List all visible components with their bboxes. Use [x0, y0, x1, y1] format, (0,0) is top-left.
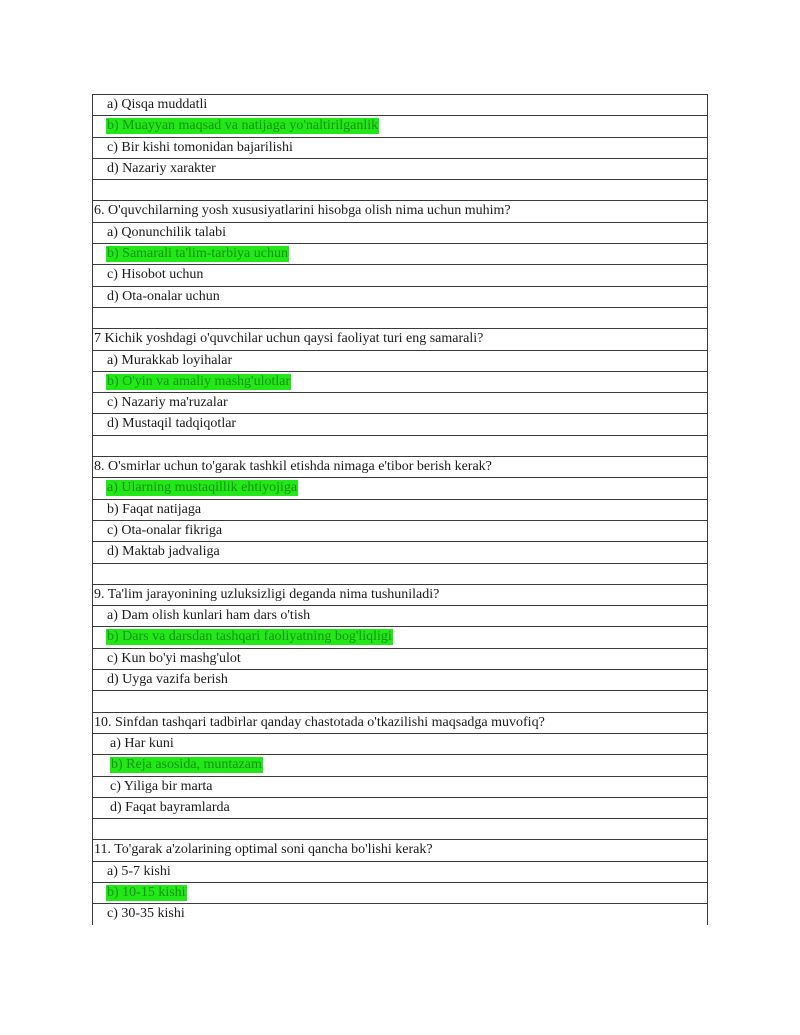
- answer-option: [92, 520, 708, 541]
- question-text: 8. O'smirlar uchun to'garak tashkil etishda nimaga e'tibor berish kerak?: [94, 459, 492, 475]
- answer-option: [92, 222, 708, 243]
- answer-option-text: d) Maktab jadvaliga: [107, 544, 220, 560]
- answer-option-text: a) Murakkab loyihalar: [107, 352, 233, 368]
- question-row: [92, 839, 708, 860]
- answer-option-correct: [92, 115, 708, 136]
- answer-option-wrap: [93, 862, 171, 882]
- answer-option-correct: [92, 626, 708, 647]
- answer-option-wrap: [93, 351, 232, 371]
- question-text: 9. Ta'lim jarayonining uzluksizligi deganda nima tushuniladi?: [94, 586, 440, 602]
- question-row: [92, 328, 708, 349]
- answer-option-wrap: [93, 393, 228, 413]
- question-row: [92, 712, 708, 733]
- answer-option-correct: [92, 243, 708, 264]
- answer-option-text: c) 30-35 kishi: [107, 906, 185, 922]
- answer-option: [92, 413, 708, 434]
- answer-option-wrap: [93, 478, 298, 498]
- correct-answer-highlight: b) 10-15 kishi: [107, 884, 186, 900]
- answer-option-correct: [92, 371, 708, 392]
- spacer-row: [92, 307, 708, 328]
- answer-option-wrap: [93, 95, 207, 115]
- answer-option-wrap: [93, 521, 222, 541]
- answer-option-wrap: [93, 627, 393, 647]
- answer-option-wrap: [93, 414, 236, 434]
- answer-option-wrap: [93, 265, 203, 285]
- question-text: 6. O'quvchilarning yosh xususiyatlarini hisobga olish nima uchun muhim?: [94, 203, 511, 219]
- answer-option-text: b) Faqat natijaga: [107, 501, 202, 517]
- answer-option-wrap: [93, 649, 241, 669]
- answer-option-text: d) Mustaqil tadqiqotlar: [107, 416, 237, 432]
- answer-option: [92, 648, 708, 669]
- answer-option-text: d) Uyga vazifa berish: [107, 672, 228, 688]
- answer-option: [92, 137, 708, 158]
- correct-answer-highlight: b) Muayyan maqsad va natijaga yo'naltirilganlik: [107, 118, 379, 134]
- answer-option-text: c) Nazariy ma'ruzalar: [107, 395, 228, 411]
- answer-option: [92, 499, 708, 520]
- answer-option-correct: [92, 477, 708, 498]
- answer-option-text: d) Ota-onalar uchun: [107, 288, 220, 304]
- answer-option-wrap: [93, 244, 289, 264]
- answer-option-wrap: [93, 372, 291, 392]
- answer-option-wrap: [93, 670, 228, 690]
- answer-option-text: c) Yiliga bir marta: [110, 778, 213, 794]
- answer-option: [92, 861, 708, 882]
- answer-option-text: d) Nazariy xarakter: [107, 160, 216, 176]
- answer-option-text: a) Qisqa muddatli: [107, 97, 208, 112]
- answer-option: [92, 541, 708, 562]
- correct-answer-highlight: b) Reja asosida, muntazam: [111, 757, 262, 773]
- answer-option: [92, 158, 708, 179]
- correct-answer-highlight: a) Ularning mustaqillik ehtiyojiga: [107, 480, 298, 496]
- answer-option-text: a) 5-7 kishi: [107, 863, 171, 879]
- answer-option-text: d) Faqat bayramlarda: [110, 799, 230, 815]
- question-text: 11. To'garak a'zolarining optimal soni qancha bo'lishi kerak?: [94, 842, 433, 858]
- answer-option: [92, 605, 708, 626]
- answer-option-wrap: [93, 542, 220, 562]
- spacer-row: [92, 818, 708, 839]
- spacer-row: [92, 435, 708, 456]
- answer-option: [92, 392, 708, 413]
- answer-option-text: a) Dam olish kunlari ham dars o'tish: [107, 608, 311, 624]
- spacer-row: [92, 563, 708, 584]
- answer-option-wrap: [93, 223, 226, 243]
- answer-option-text: c) Hisobot uchun: [107, 267, 204, 283]
- answer-option: [92, 669, 708, 690]
- correct-answer-highlight: b) Samarali ta'lim-tarbiya uchun: [107, 246, 288, 262]
- answer-option: [92, 903, 708, 924]
- spacer-row: [92, 179, 708, 200]
- question-row: [92, 200, 708, 221]
- question-row: [92, 584, 708, 605]
- answer-option-wrap: [93, 777, 213, 797]
- answer-option-wrap: [93, 883, 187, 903]
- quiz-table: [92, 94, 708, 925]
- answer-option-wrap: [93, 904, 185, 924]
- answer-option: [92, 264, 708, 285]
- question-text: 7 Kichik yoshdagi o'quvchilar uchun qaysi faoliyat turi eng samarali?: [94, 331, 484, 347]
- answer-option: [92, 350, 708, 371]
- answer-option: [92, 776, 708, 797]
- answer-option-correct: [92, 882, 708, 903]
- answer-option: [92, 286, 708, 307]
- answer-option-wrap: [93, 500, 201, 520]
- answer-option-wrap: [93, 116, 379, 136]
- answer-option-text: c) Bir kishi tomonidan bajarilishi: [107, 139, 293, 155]
- answer-option: [92, 733, 708, 754]
- answer-option: [92, 94, 708, 115]
- answer-option-wrap: [93, 755, 263, 775]
- answer-option-text: c) Kun bo'yi mashg'ulot: [107, 650, 241, 666]
- answer-option-wrap: [93, 798, 230, 818]
- answer-option-correct: [92, 754, 708, 775]
- answer-option-wrap: [93, 138, 293, 158]
- correct-answer-highlight: b) O'yin va amaliy mashg'ulotlar: [107, 373, 291, 389]
- answer-option-text: c) Ota-onalar fikriga: [107, 522, 223, 538]
- answer-option-wrap: [93, 606, 310, 626]
- answer-option-text: a) Qonunchilik talabi: [107, 224, 226, 240]
- answer-option-wrap: [93, 159, 216, 179]
- answer-option-wrap: [93, 734, 174, 754]
- answer-option: [92, 797, 708, 818]
- question-row: [92, 456, 708, 477]
- question-text: 10. Sinfdan tashqari tadbirlar qanday chastotada o'tkazilishi maqsadga muvofiq?: [94, 714, 545, 730]
- answer-option-wrap: [93, 287, 220, 307]
- spacer-row: [92, 690, 708, 711]
- correct-answer-highlight: b) Dars va darsdan tashqari faoliyatning bog'liqligi: [107, 629, 392, 645]
- answer-option-text: a) Har kuni: [110, 735, 174, 751]
